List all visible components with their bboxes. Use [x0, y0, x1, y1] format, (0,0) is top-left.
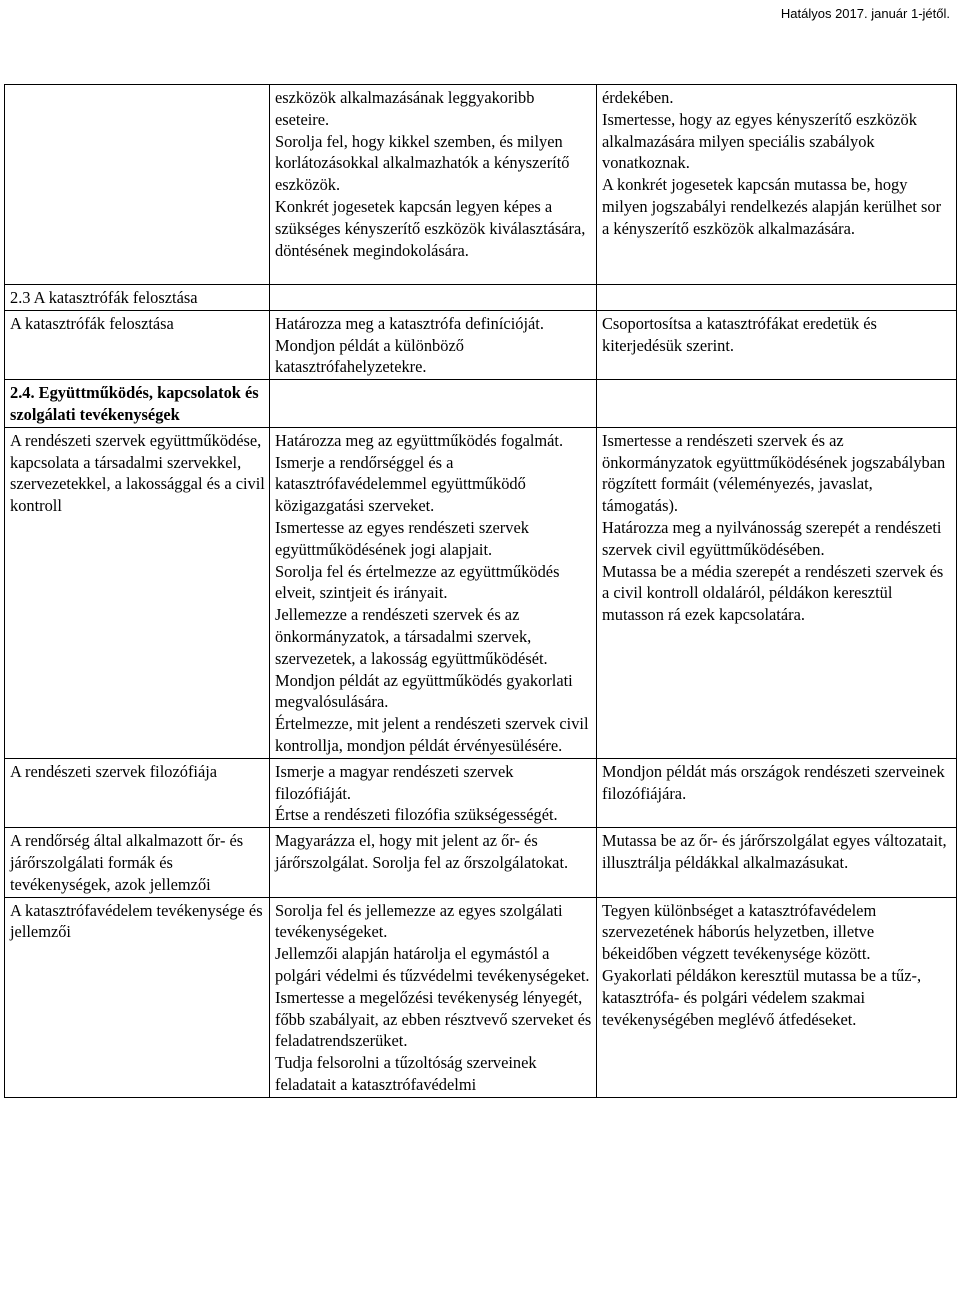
expectations-cell	[597, 427, 957, 758]
section-heading-row	[5, 285, 957, 311]
objectives-cell	[270, 310, 597, 379]
objective-text: Mondjon példát az együttműködés gyakorlati megvalósulására.	[275, 670, 573, 712]
expectations-cell	[597, 85, 957, 285]
curriculum-table	[4, 84, 957, 1098]
objective-text: Értse a rendészeti filozófia szükségességét.	[275, 805, 558, 825]
expectations-cell	[597, 828, 957, 897]
objectives-cell	[270, 85, 597, 285]
expectation-text: Mondjon példát más országok rendészeti szerveinek filozófiájára.	[602, 761, 945, 803]
section-heading-row	[5, 380, 957, 428]
objective-text: Magyarázza el, hogy mit jelent az őr- és járőrszolgálat. Sorolja fel az őrszolgálatokat.	[275, 831, 569, 872]
objective-text: Ismertesse a megelőzési tevékenység lényegét, főbb szabályait, az ebben résztvevő szerveket és feladatrendszerüket.	[275, 987, 592, 1051]
section-heading: 2.4. Együttműködés, kapcsolatok és szolgálati tevékenységek	[5, 380, 270, 428]
objective-text: Tudja felsorolni a tűzoltóság szerveinek feladatait a katasztrófavédelmi	[275, 1053, 537, 1094]
objective-text: Ismerje a rendőrséggel és a katasztrófavédelemmel együttműködő közigazgatási szerveket.	[275, 452, 526, 516]
expectation-text: Csoportosítsa a katasztrófákat eredetük és kiterjedésük szerint.	[602, 313, 877, 355]
topic-cell	[5, 758, 270, 827]
objective-text: Jellemezze a rendészeti szervek és az önkormányzatok, a társadalmi szervek, szervezetek, a lakosság együttműködését.	[275, 605, 548, 668]
table-row	[5, 897, 957, 1097]
table-row	[5, 758, 957, 827]
objective-text: Jellemzői alapján határolja el egymástól a polgári védelmi és tűzvédelmi tevékenységeket.	[275, 944, 590, 985]
objective-text: Határozza meg a katasztrófa definícióját.	[275, 313, 544, 333]
expectations-cell	[597, 897, 957, 1097]
topic-cell	[5, 85, 270, 285]
objective-text: Mondjon példát a különböző katasztrófahelyzetekre.	[275, 335, 464, 377]
topic-text: A katasztrófák felosztása	[10, 313, 174, 333]
topic-text: A katasztrófavédelem tevékenysége és jellemzői	[10, 900, 263, 942]
topic-cell	[5, 828, 270, 897]
topic-cell	[5, 310, 270, 379]
expectation-text: Határozza meg a nyilvánosság szerepét a rendészeti szervek civil együttműködésében.	[602, 517, 942, 559]
topic-cell	[5, 427, 270, 758]
expectation-text: érdekében.	[602, 88, 674, 107]
effective-date-note: Hatályos 2017. január 1-jétől.	[780, 6, 950, 21]
objective-text: eszközök alkalmazásának leggyakoribb eseteire.	[275, 88, 535, 129]
objective-text: Ismerje a magyar rendészeti szervek filozófiáját.	[275, 761, 514, 803]
topic-text: A rendészeti szervek együttműködése, kapcsolata a társadalmi szervekkel, szervezetekkel, a lakossággal és a civil kontroll	[10, 430, 265, 516]
objective-text: Ismertesse az egyes rendészeti szervek együttműködésének jogi alapjait.	[275, 517, 529, 559]
expectation-text: Mutassa be az őr- és járőrszolgálat egyes változatait, illusztrálja példákkal alkalmazásukat.	[602, 831, 947, 872]
table-row	[5, 310, 957, 379]
objectives-cell	[270, 828, 597, 897]
objectives-cell	[270, 427, 597, 758]
expectation-text: Mutassa be a média szerepét a rendészeti szervek és a civil kontroll oldaláról, példákon keresztül mutasson rá ezek kapcsolatára.	[602, 561, 944, 625]
objectives-cell	[270, 897, 597, 1097]
table-row	[5, 85, 957, 285]
topic-text: A rendőrség által alkalmazott őr- és járőrszolgálati formák és tevékenységek, azok jellemzői	[10, 831, 244, 894]
expectation-text: Tegyen különbséget a katasztrófavédelem szervezetének háborús helyzetben, illetve békeidőben végzett tevékenysége között.	[602, 900, 877, 964]
objective-text: Határozza meg az együttműködés fogalmát.	[275, 430, 564, 450]
expectations-cell	[597, 310, 957, 379]
objectives-cell	[270, 758, 597, 827]
objective-text: Sorolja fel, hogy kikkel szemben, és milyen korlátozásokkal alkalmazhatók a kényszerítő eszközök.	[275, 131, 570, 195]
table-row	[5, 427, 957, 758]
expectation-text: Ismertesse, hogy az egyes kényszerítő eszközök alkalmazására milyen speciális szabályok vonatkoznak.	[602, 109, 917, 173]
topic-text: A rendészeti szervek filozófiája	[10, 761, 218, 781]
topic-cell	[5, 897, 270, 1097]
expectation-text: Ismertesse a rendészeti szervek és az önkormányzatok együttműködésének jogszabályban rögzített formáit (véleményezés, javaslat, támogatás).	[602, 430, 946, 516]
table-row	[5, 828, 957, 897]
objective-text: Sorolja fel és értelmezze az együttműködés elveit, szintjeit és irányait.	[275, 561, 560, 603]
expectations-cell	[597, 758, 957, 827]
expectation-text: A konkrét jogesetek kapcsán mutassa be, hogy milyen jogszabályi rendelkezés alapján kerülhet sor a kényszerítő eszközök alkalmazására.	[602, 175, 942, 238]
objective-text: Konkrét jogesetek kapcsán legyen képes a szükséges kényszerítő eszközök kiválasztására, döntésének megindokolására.	[275, 196, 586, 260]
section-heading: 2.3 A katasztrófák felosztása	[5, 285, 270, 311]
expectation-text: Gyakorlati példákon keresztül mutassa be a tűz-, katasztrófa- és polgári védelem szakmai tevékenységében meglévő átfedéseket.	[602, 965, 922, 1029]
objective-text: Sorolja fel és jellemezze az egyes szolgálati tevékenységeket.	[275, 900, 563, 942]
objective-text: Értelmezze, mit jelent a rendészeti szervek civil kontrollja, mondjon példát érvényesülésére.	[275, 714, 589, 755]
